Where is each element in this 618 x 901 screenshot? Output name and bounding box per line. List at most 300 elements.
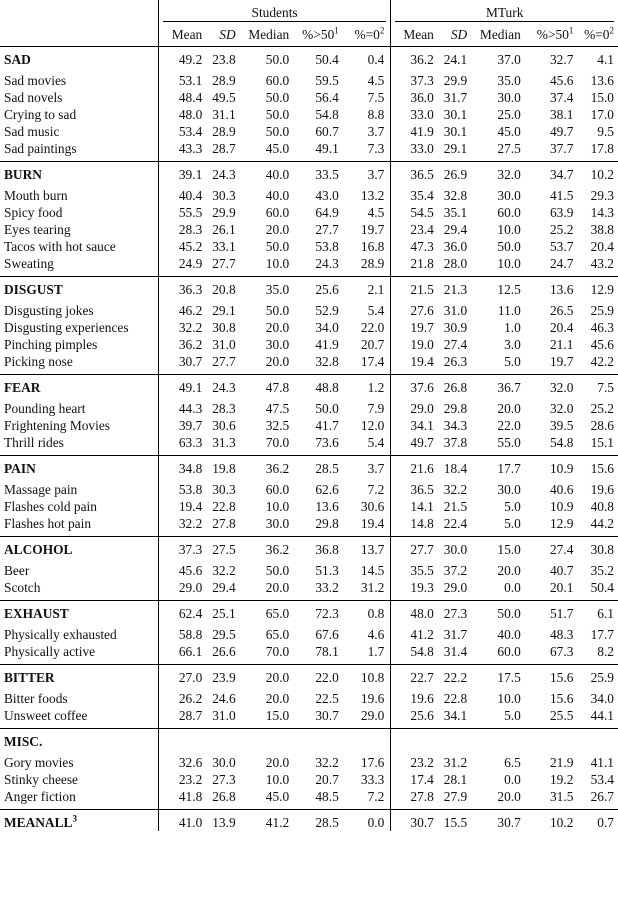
students-median: 60.0	[265, 73, 290, 88]
table-row	[0, 255, 618, 277]
mturk-sd: 37.2	[443, 563, 468, 578]
mturk-sd: 30.1	[443, 124, 468, 139]
students-pct-over-50: 24.3	[315, 256, 339, 271]
mturk-sd: 35.1	[443, 205, 468, 220]
mturk-median: 17.7	[467, 456, 521, 482]
row-label: Picking nose	[4, 354, 73, 369]
table-row	[0, 319, 618, 336]
group-label: FEAR	[0, 375, 158, 401]
mturk-pct-over-50: 13.6	[521, 277, 574, 303]
students-pct-over-50: 48.8	[289, 375, 339, 401]
mturk-pct-zero: 4.1	[573, 47, 618, 73]
students-pct-over-50: 41.7	[315, 418, 339, 433]
mturk-median: 32.0	[467, 162, 521, 188]
students-sd: 30.6	[212, 418, 236, 433]
table-row	[0, 481, 618, 498]
group-label: BITTER	[0, 665, 158, 691]
row-label: Pinching pimples	[4, 337, 98, 352]
mturk-sd: 28.1	[443, 772, 468, 787]
students-mean: 48.4	[158, 89, 202, 106]
students-pct-zero: 2.1	[339, 277, 391, 303]
mturk-pct-zero: 6.1	[573, 601, 618, 627]
students-median: 65.0	[265, 627, 290, 642]
students-median: 50.0	[265, 107, 290, 122]
mturk-header: MTurk	[391, 0, 618, 26]
table-row	[0, 788, 618, 810]
mturk-median: 6.5	[504, 755, 521, 770]
mturk-median: 0.0	[504, 772, 521, 787]
students-sd: 32.2	[212, 563, 236, 578]
students-mean: 53.4	[158, 123, 202, 140]
mturk-mean: 49.7	[391, 434, 434, 456]
students-pct-over-50: 28.5	[289, 810, 339, 832]
students-median: 45.0	[265, 141, 290, 156]
students-median: 50.0	[265, 239, 290, 254]
students-sd: 24.6	[212, 691, 236, 706]
students-mean: 63.3	[158, 434, 202, 456]
mturk-median: 11.0	[497, 303, 521, 318]
students-pct-zero: 4.5	[367, 205, 385, 220]
mturk-mean: 21.6	[391, 456, 434, 482]
students-sd: 25.1	[202, 601, 235, 627]
students-pct-zero: 19.7	[360, 222, 385, 237]
mturk-mean: 36.5	[391, 481, 434, 498]
students-pct-zero: 5.4	[367, 435, 385, 450]
col-sd-students: SD	[219, 27, 236, 42]
students-mean: 49.2	[158, 47, 202, 73]
group-label: BURN	[0, 162, 158, 188]
mturk-pct-over-50: 10.9	[549, 499, 574, 514]
mturk-pct-over-50: 54.8	[549, 435, 574, 450]
mturk-pct-over-50: 10.2	[521, 810, 574, 832]
group-label: PAIN	[0, 456, 158, 482]
students-mean: 62.4	[158, 601, 202, 627]
mturk-pct-over-50: 48.3	[549, 627, 574, 642]
mturk-sd: 30.1	[443, 107, 468, 122]
students-pct-zero: 7.2	[367, 789, 385, 804]
row-label: Unsweet coffee	[4, 708, 88, 723]
col-pct-zero-students: $\%=0^2$	[354, 25, 385, 42]
students-pct-over-50: 78.1	[315, 644, 339, 659]
mturk-pct-zero: 15.6	[573, 456, 618, 482]
students-sd: 26.1	[212, 222, 236, 237]
students-pct-over-50: 52.9	[315, 303, 339, 318]
col-median-students: Median	[248, 27, 290, 42]
table-row	[0, 221, 618, 238]
group-label: DISGUST	[0, 277, 158, 303]
row-label: Physically exhausted	[4, 627, 117, 642]
mturk-pct-over-50: 51.7	[521, 601, 574, 627]
students-mean: 39.1	[158, 162, 202, 188]
students-pct-zero: 20.7	[360, 337, 385, 352]
mturk-median: 5.0	[504, 499, 521, 514]
mturk-median: 1.0	[504, 320, 521, 335]
students-pct-zero: 12.0	[360, 418, 385, 433]
students-median: 40.0	[236, 162, 290, 188]
mturk-mean: 33.0	[391, 140, 434, 162]
mturk-pct-zero: 26.7	[590, 789, 614, 804]
students-sd: 30.8	[212, 320, 236, 335]
students-median: 47.5	[265, 401, 290, 416]
mturk-pct-zero: 17.0	[590, 107, 614, 122]
students-pct-zero: 1.7	[367, 644, 385, 659]
mturk-mean: 54.5	[391, 204, 434, 221]
students-sd: 31.3	[212, 435, 236, 450]
students-median: 20.0	[265, 580, 290, 595]
students-mean: 41.0	[158, 810, 202, 832]
students-pct-zero: 7.3	[367, 141, 385, 156]
students-sd: 27.5	[202, 537, 235, 563]
students-median: 10.0	[265, 256, 290, 271]
mturk-pct-zero: 10.2	[573, 162, 618, 188]
mturk-pct-zero: 44.1	[590, 708, 614, 723]
students-pct-zero: 4.6	[367, 627, 385, 642]
group-row	[0, 47, 618, 73]
students-pct-over-50: 62.6	[315, 482, 339, 497]
students-pct-zero: 3.7	[339, 162, 391, 188]
mturk-median: 60.0	[497, 205, 521, 220]
students-mean: 28.7	[158, 707, 202, 729]
students-pct-zero: 19.4	[360, 516, 385, 531]
mturk-median: 30.0	[497, 90, 521, 105]
mturk-mean: 36.2	[391, 47, 434, 73]
mturk-mean: 33.0	[391, 106, 434, 123]
mturk-pct-zero: 7.5	[573, 375, 618, 401]
table-row	[0, 187, 618, 204]
mturk-median: 3.0	[504, 337, 521, 352]
mturk-sd: 37.8	[443, 435, 468, 450]
table-row	[0, 72, 618, 89]
mturk-pct-over-50: 21.1	[549, 337, 574, 352]
students-pct-zero: 0.4	[339, 47, 391, 73]
row-label: Sad music	[4, 124, 60, 139]
mturk-median: 17.5	[467, 665, 521, 691]
students-sd: 22.8	[212, 499, 236, 514]
students-sd: 30.3	[212, 188, 236, 203]
students-median: 50.0	[265, 124, 290, 139]
row-label: Massage pain	[4, 482, 78, 497]
students-pct-over-50: 34.0	[315, 320, 339, 335]
table-row	[0, 562, 618, 579]
mturk-pct-zero: 0.7	[573, 810, 618, 832]
mturk-sd: 30.0	[434, 537, 467, 563]
mturk-sd: 21.5	[443, 499, 468, 514]
students-mean: 30.7	[158, 353, 202, 375]
mturk-sd: 28.0	[443, 256, 468, 271]
students-mean: 55.5	[158, 204, 202, 221]
students-sd: 31.1	[212, 107, 236, 122]
mturk-pct-zero: 29.3	[590, 188, 614, 203]
row-label: Anger fiction	[4, 789, 76, 804]
mturk-median: 45.0	[497, 124, 521, 139]
students-median: 40.0	[265, 188, 290, 203]
students-pct-over-50: 27.7	[315, 222, 339, 237]
mturk-sd: 26.8	[434, 375, 467, 401]
mturk-pct-over-50: 32.0	[549, 401, 574, 416]
mturk-pct-over-50: 12.9	[549, 516, 574, 531]
group-row	[0, 729, 618, 755]
students-pct-over-50	[289, 729, 339, 755]
mturk-mean: 21.5	[391, 277, 434, 303]
students-sd: 26.6	[212, 644, 236, 659]
students-sd: 28.3	[212, 401, 236, 416]
mturk-sd: 30.9	[443, 320, 468, 335]
meanall-footnote-mark: 3	[72, 813, 77, 824]
mturk-median: 30.0	[497, 482, 521, 497]
table-row	[0, 417, 618, 434]
col-mean-mturk: Mean	[391, 26, 434, 47]
mturk-pct-over-50: 10.9	[521, 456, 574, 482]
students-pct-zero: 7.5	[367, 90, 385, 105]
students-mean: 32.2	[158, 319, 202, 336]
mturk-sd: 24.1	[434, 47, 467, 73]
students-sd: 27.7	[212, 354, 236, 369]
mturk-median: 27.5	[497, 141, 521, 156]
mturk-median: 36.7	[467, 375, 521, 401]
students-pct-zero: 5.4	[367, 303, 385, 318]
students-median: 10.0	[265, 772, 290, 787]
students-mean: 45.2	[158, 238, 202, 255]
group-row	[0, 665, 618, 691]
students-mean: 39.7	[158, 417, 202, 434]
mturk-median: 10.0	[497, 222, 521, 237]
mturk-median: 5.0	[504, 708, 521, 723]
mturk-median: 20.0	[497, 563, 521, 578]
row-label: Gory movies	[4, 755, 74, 770]
row-label: Spicy food	[4, 205, 63, 220]
mturk-median: 40.0	[497, 627, 521, 642]
students-pct-zero: 29.0	[360, 708, 385, 723]
mturk-median: 37.0	[467, 47, 521, 73]
students-pct-zero: 31.2	[360, 580, 385, 595]
mturk-pct-zero: 8.2	[597, 644, 614, 659]
mturk-median: 10.0	[497, 691, 521, 706]
students-mean: 46.2	[158, 302, 202, 319]
table-row	[0, 515, 618, 537]
mturk-pct-zero	[573, 729, 618, 755]
mturk-pct-over-50: 25.5	[549, 708, 574, 723]
mturk-pct-zero: 34.0	[590, 691, 614, 706]
mturk-pct-zero: 42.2	[590, 354, 614, 369]
mturk-pct-zero: 17.8	[590, 141, 614, 156]
mturk-median: 10.0	[497, 256, 521, 271]
mturk-sd: 29.8	[443, 401, 468, 416]
students-pct-zero: 7.9	[367, 401, 385, 416]
mturk-mean: 37.6	[391, 375, 434, 401]
group-row	[0, 277, 618, 303]
mturk-sd: 29.9	[443, 73, 468, 88]
students-pct-zero: 10.8	[339, 665, 391, 691]
mturk-median: 15.0	[467, 537, 521, 563]
mturk-pct-zero: 12.9	[573, 277, 618, 303]
mturk-pct-zero: 30.8	[573, 537, 618, 563]
students-pct-over-50: 60.7	[315, 124, 339, 139]
col-median-mturk: Median	[479, 27, 521, 42]
mturk-mean: 41.2	[391, 626, 434, 643]
mturk-mean: 48.0	[391, 601, 434, 627]
mturk-pct-over-50: 32.0	[521, 375, 574, 401]
mturk-median: 5.0	[504, 354, 521, 369]
mturk-median: 60.0	[497, 644, 521, 659]
row-label: Physically active	[4, 644, 96, 659]
mturk-sd: 22.2	[434, 665, 467, 691]
students-pct-over-50: 13.6	[315, 499, 339, 514]
row-label: Sad paintings	[4, 141, 77, 156]
mturk-sd: 31.7	[443, 627, 468, 642]
mturk-median: 25.0	[497, 107, 521, 122]
row-label: Stinky cheese	[4, 772, 79, 787]
students-sd: 31.0	[212, 708, 236, 723]
mturk-sd: 29.1	[443, 141, 468, 156]
students-mean: 24.9	[158, 255, 202, 277]
col-pct-over-50-students: $\%>50^1$	[302, 25, 339, 42]
students-sd: 24.3	[202, 162, 235, 188]
table-row	[0, 204, 618, 221]
mturk-pct-zero: 50.4	[590, 580, 614, 595]
mturk-median: 0.0	[504, 580, 521, 595]
mturk-sd: 27.3	[434, 601, 467, 627]
mturk-mean: 19.6	[391, 690, 434, 707]
mturk-pct-over-50: 38.1	[549, 107, 574, 122]
mturk-mean: 14.1	[391, 498, 434, 515]
mturk-mean: 29.0	[391, 400, 434, 417]
students-median: 60.0	[265, 482, 290, 497]
group-row	[0, 601, 618, 627]
mturk-pct-zero: 45.6	[590, 337, 614, 352]
students-sd: 28.9	[212, 124, 236, 139]
mturk-mean: 47.3	[391, 238, 434, 255]
mturk-pct-over-50: 40.6	[549, 482, 574, 497]
students-header: Students	[158, 0, 391, 26]
students-pct-over-50: 22.0	[289, 665, 339, 691]
mturk-sd: 31.7	[443, 90, 468, 105]
students-pct-zero: 1.2	[339, 375, 391, 401]
mturk-pct-zero: 14.3	[590, 205, 614, 220]
group-label: ALCOHOL	[0, 537, 158, 563]
students-mean: 29.0	[158, 579, 202, 601]
students-pct-over-50: 56.4	[315, 90, 339, 105]
mturk-mean: 23.4	[391, 221, 434, 238]
students-mean: 48.0	[158, 106, 202, 123]
table-row	[0, 400, 618, 417]
row-label: Thrill rides	[4, 435, 64, 450]
table-row	[0, 690, 618, 707]
mturk-pct-zero: 46.3	[590, 320, 614, 335]
mturk-mean: 30.7	[391, 810, 434, 832]
students-median: 41.2	[236, 810, 290, 832]
mturk-pct-zero: 15.1	[590, 435, 614, 450]
mturk-sd: 32.2	[443, 482, 468, 497]
mturk-pct-over-50: 37.7	[549, 141, 574, 156]
students-mean: 66.1	[158, 643, 202, 665]
table-row	[0, 626, 618, 643]
students-median: 20.0	[265, 755, 290, 770]
table-row	[0, 238, 618, 255]
mturk-pct-zero: 20.4	[590, 239, 614, 254]
mturk-pct-zero: 53.4	[590, 772, 614, 787]
students-pct-over-50: 48.5	[315, 789, 339, 804]
students-mean: 27.0	[158, 665, 202, 691]
table-row	[0, 434, 618, 456]
row-label: Frightening Movies	[4, 418, 111, 433]
mturk-mean: 35.5	[391, 562, 434, 579]
mturk-median: 20.0	[497, 401, 521, 416]
mturk-sd: 29.0	[443, 580, 468, 595]
students-median: 45.0	[265, 789, 290, 804]
table-row	[0, 707, 618, 729]
students-pct-over-50: 67.6	[315, 627, 339, 642]
students-pct-over-50: 43.0	[315, 188, 339, 203]
students-pct-over-50: 33.2	[315, 580, 339, 595]
students-pct-over-50: 36.8	[289, 537, 339, 563]
students-median: 30.0	[265, 516, 290, 531]
mturk-sd: 34.1	[443, 708, 468, 723]
students-mean: 28.3	[158, 221, 202, 238]
mturk-pct-over-50: 63.9	[549, 205, 574, 220]
mturk-sd: 22.8	[443, 691, 468, 706]
mturk-median: 55.0	[497, 435, 521, 450]
mturk-pct-zero: 15.0	[590, 90, 614, 105]
students-sd: 27.3	[212, 772, 236, 787]
mturk-pct-over-50: 49.7	[549, 124, 574, 139]
mturk-sd: 29.4	[443, 222, 468, 237]
students-pct-zero: 22.0	[360, 320, 385, 335]
mturk-mean: 19.4	[391, 353, 434, 375]
row-label: Tacos with hot sauce	[4, 239, 116, 254]
mturk-sd: 26.9	[434, 162, 467, 188]
students-pct-zero: 17.4	[360, 354, 385, 369]
row-label: Mouth burn	[4, 188, 68, 203]
students-pct-over-50: 53.8	[315, 239, 339, 254]
mturk-median: 5.0	[504, 516, 521, 531]
row-label: Flashes cold pain	[4, 499, 97, 514]
row-label: Disgusting jokes	[4, 303, 94, 318]
mturk-mean: 35.4	[391, 187, 434, 204]
mturk-sd: 21.3	[434, 277, 467, 303]
table-row	[0, 106, 618, 123]
mturk-pct-over-50: 67.3	[549, 644, 574, 659]
students-sd: 29.9	[212, 205, 236, 220]
mturk-sd: 31.2	[443, 755, 468, 770]
students-mean: 43.3	[158, 140, 202, 162]
row-label: Disgusting experiences	[4, 320, 129, 335]
mturk-median: 30.0	[497, 188, 521, 203]
mturk-pct-over-50: 32.7	[521, 47, 574, 73]
col-pct-zero-mturk: $\%=0^2$	[584, 25, 614, 42]
table-row	[0, 771, 618, 788]
students-median: 15.0	[265, 708, 290, 723]
mturk-pct-over-50: 25.2	[549, 222, 574, 237]
meanall-label	[0, 810, 158, 832]
students-pct-zero: 14.5	[360, 563, 385, 578]
students-median: 20.0	[265, 320, 290, 335]
mturk-pct-over-50: 15.6	[521, 665, 574, 691]
students-pct-over-50: 32.2	[315, 755, 339, 770]
students-median: 20.0	[265, 691, 290, 706]
mturk-sd: 18.4	[434, 456, 467, 482]
mturk-mean: 27.8	[391, 788, 434, 810]
table-row	[0, 353, 618, 375]
students-sd: 49.5	[212, 90, 236, 105]
students-pct-over-50: 49.1	[315, 141, 339, 156]
students-pct-over-50: 72.3	[289, 601, 339, 627]
mturk-mean: 17.4	[391, 771, 434, 788]
students-pct-zero: 28.9	[360, 256, 385, 271]
students-pct-over-50: 54.8	[315, 107, 339, 122]
students-sd: 31.0	[212, 337, 236, 352]
students-mean: 34.8	[158, 456, 202, 482]
mturk-pct-over-50: 19.7	[549, 354, 574, 369]
